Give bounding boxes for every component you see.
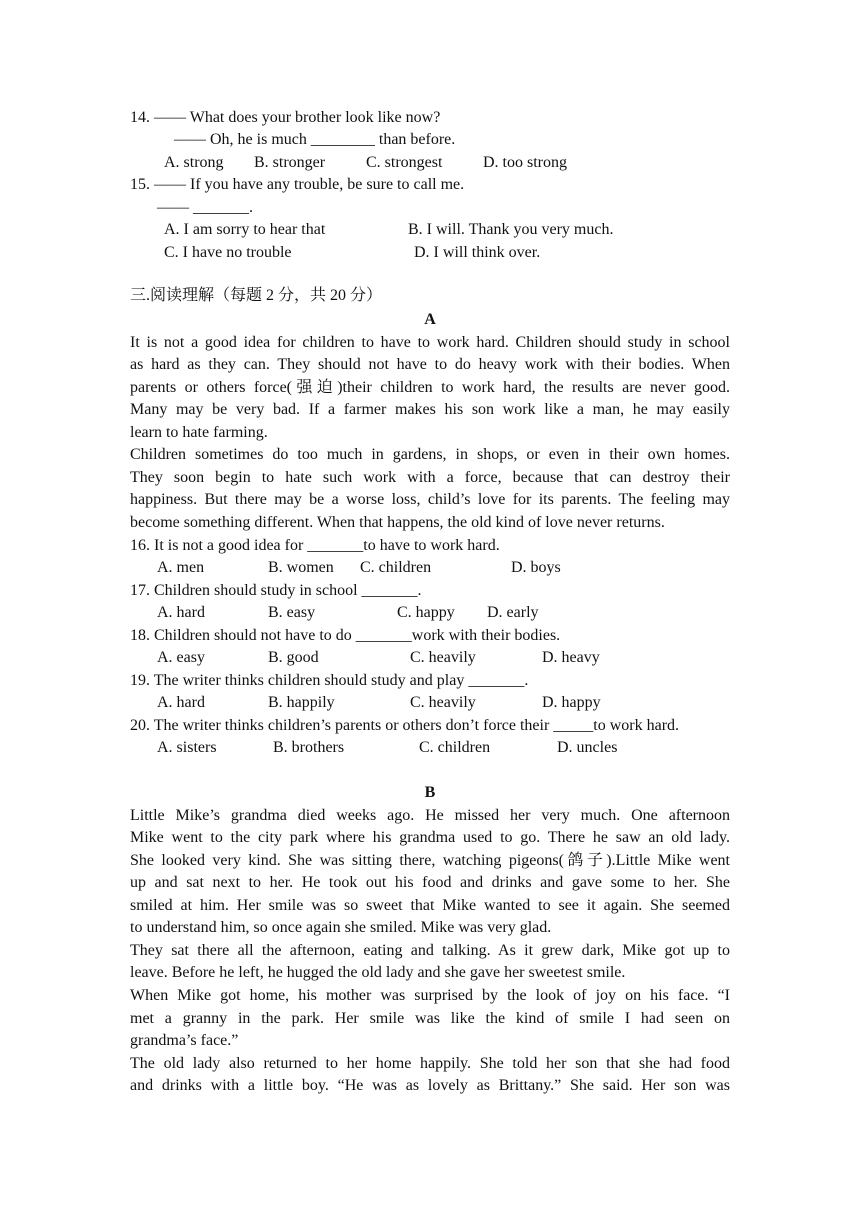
passage-a-label: A (424, 311, 436, 328)
question-15-stem: 15. —— If you have any trouble, be sure to call me. (130, 176, 465, 193)
question-17-option-b: B. easy (268, 604, 316, 621)
question-20-option-b: B. brothers (273, 739, 345, 756)
question-15-option-d: D. I will think over. (414, 244, 541, 261)
passage-b-line: Little Mike’s grandma died weeks ago. He missed her very much. One afternoon (130, 807, 730, 824)
passage-a-line: learn to hate farming. (130, 424, 268, 441)
question-16-option-b: B. women (268, 559, 334, 576)
question-14-option-d: D. too strong (483, 154, 567, 171)
question-15-reply: —— _______. (157, 199, 253, 216)
question-20-option-c: C. children (419, 739, 491, 756)
passage-b-line: to understand him, so once again she smiled. Mike was very glad. (130, 919, 552, 936)
question-20-option-d: D. uncles (557, 739, 618, 756)
question-16-stem: 16. It is not a good idea for _______to have to work hard. (130, 537, 500, 554)
passage-b-line: grandma’s face.” (130, 1032, 239, 1049)
passage-b-line: and drinks with a little boy. “He was as lovely as Brittany.” She said. Her son was (130, 1077, 730, 1094)
question-15-option-a: A. I am sorry to hear that (164, 221, 326, 238)
passage-b-line: She looked very kind. She was sitting there, watching pigeons(鸽子).Little Mike went (130, 852, 730, 869)
passage-a-line: happiness. But there may be a worse loss, child’s love for its parents. The feeling may (130, 491, 730, 508)
question-16-option-a: A. men (157, 559, 205, 576)
question-16-option-c: C. children (360, 559, 432, 576)
question-17-stem: 17. Children should study in school _______. (130, 582, 422, 599)
question-15-option-c: C. I have no trouble (164, 244, 292, 261)
passage-a-line: It is not a good idea for children to have to work hard. Children should study in school (130, 334, 730, 351)
question-14-option-c: C. strongest (366, 154, 443, 171)
question-18-option-d: D. heavy (542, 649, 600, 666)
passage-b-label: B (424, 784, 436, 801)
question-15-option-b: B. I will. Thank you very much. (408, 221, 614, 238)
question-19-option-d: D. happy (542, 694, 601, 711)
passage-a-line: Children sometimes do too much in gardens, in shops, or even in their own homes. (130, 446, 730, 463)
question-17-option-c: C. happy (397, 604, 455, 621)
passage-b-line: They sat there all the afternoon, eating and talking. As it grew dark, Mike got up to (130, 942, 730, 959)
question-20-stem: 20. The writer thinks children’s parents or others don’t force their _____to work hard. (130, 717, 680, 734)
passage-a-line: They soon begin to hate such work with a force, because that can destroy their (130, 469, 730, 486)
passage-b-line: When Mike got home, his mother was surprised by the look of joy on his face. “I (130, 987, 730, 1004)
passage-b-line: The old lady also returned to her home happily. She told her son that she had food (130, 1055, 730, 1072)
question-19-option-b: B. happily (268, 694, 335, 711)
passage-b-line: Mike went to the city park where his grandma used to go. There he saw an old lady. (130, 829, 730, 846)
question-20-option-a: A. sisters (157, 739, 217, 756)
passage-b-line: leave. Before he left, he hugged the old lady and she gave her sweetest smile. (130, 964, 626, 981)
question-19-option-a: A. hard (157, 694, 205, 711)
question-18-stem: 18. Children should not have to do _______work with their bodies. (130, 627, 561, 644)
question-17-option-a: A. hard (157, 604, 205, 621)
question-17-option-d: D. early (487, 604, 539, 621)
question-19-option-c: C. heavily (410, 694, 476, 711)
question-19-stem: 19. The writer thinks children should study and play _______. (130, 672, 529, 689)
question-14-reply: —— Oh, he is much ________ than before. (174, 131, 456, 148)
question-16-option-d: D. boys (511, 559, 561, 576)
question-18-option-a: A. easy (157, 649, 205, 666)
passage-b-line: up and sat next to her. He took out his food and drinks and gave some to her. She (130, 874, 730, 891)
question-14-option-a: A. strong (164, 154, 224, 171)
passage-b-line: met a granny in the park. Her smile was like the kind of smile I had seen on (130, 1010, 730, 1027)
section-heading: 三.阅读理解（每题 2 分，共 20 分） (130, 287, 383, 304)
passage-b-line: smiled at him. Her smile was so sweet that Mike wanted to see it again. She seemed (130, 897, 730, 914)
passage-a-line: as hard as they can. They should not have to do heavy work with their bodies. When (130, 356, 730, 373)
question-18-option-c: C. heavily (410, 649, 476, 666)
question-14-option-b: B. stronger (254, 154, 326, 171)
passage-a-line: Many may be very bad. If a farmer makes his son work like a man, he may easily (130, 401, 730, 418)
passage-a-line: become something different. When that happens, the old kind of love never returns. (130, 514, 665, 531)
question-14-stem: 14. —— What does your brother look like now? (130, 109, 441, 126)
question-18-option-b: B. good (268, 649, 319, 666)
passage-a-line: parents or others force(强迫)their children to work hard, the results are never good. (130, 379, 730, 396)
